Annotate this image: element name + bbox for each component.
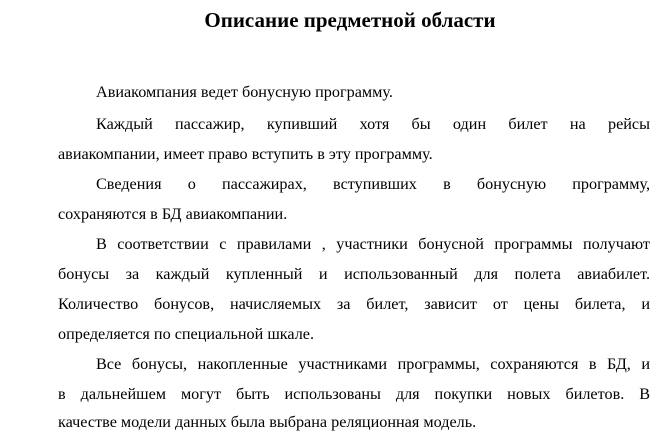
- paragraph-line: бонусы за каждый купленный и использованный для полета авиабилет.: [58, 265, 650, 283]
- paragraph-line: Каждый пассажир, купивший хотя бы один билет на рейсы: [96, 115, 650, 133]
- paragraph-line: качестве модели данных была выбрана реляционная модель.: [58, 413, 477, 431]
- paragraph-line: в дальнейшем могут быть использованы для покупки новых билетов. В: [58, 385, 650, 403]
- paragraph-line: сохраняются в БД авиакомпании.: [58, 205, 288, 223]
- page-title: Описание предметной области: [204, 8, 496, 32]
- paragraph-line: авиакомпании, имеет право вступить в эту программу.: [58, 145, 433, 163]
- paragraph-line: Количество бонусов, начисляемых за билет, зависит от цены билета, и: [58, 295, 650, 313]
- paragraph-line: определяется по специальной шкале.: [58, 325, 315, 343]
- paragraph-line: Авиакомпания ведет бонусную программу.: [96, 83, 393, 101]
- paragraph-line: Все бонусы, накопленные участниками программы, сохраняются в БД, и: [96, 355, 650, 373]
- paragraph-line: Сведения о пассажирах, вступивших в бонусную программу,: [96, 175, 650, 193]
- paragraph-line: В соответствии с правилами , участники бонусной программы получают: [96, 235, 650, 253]
